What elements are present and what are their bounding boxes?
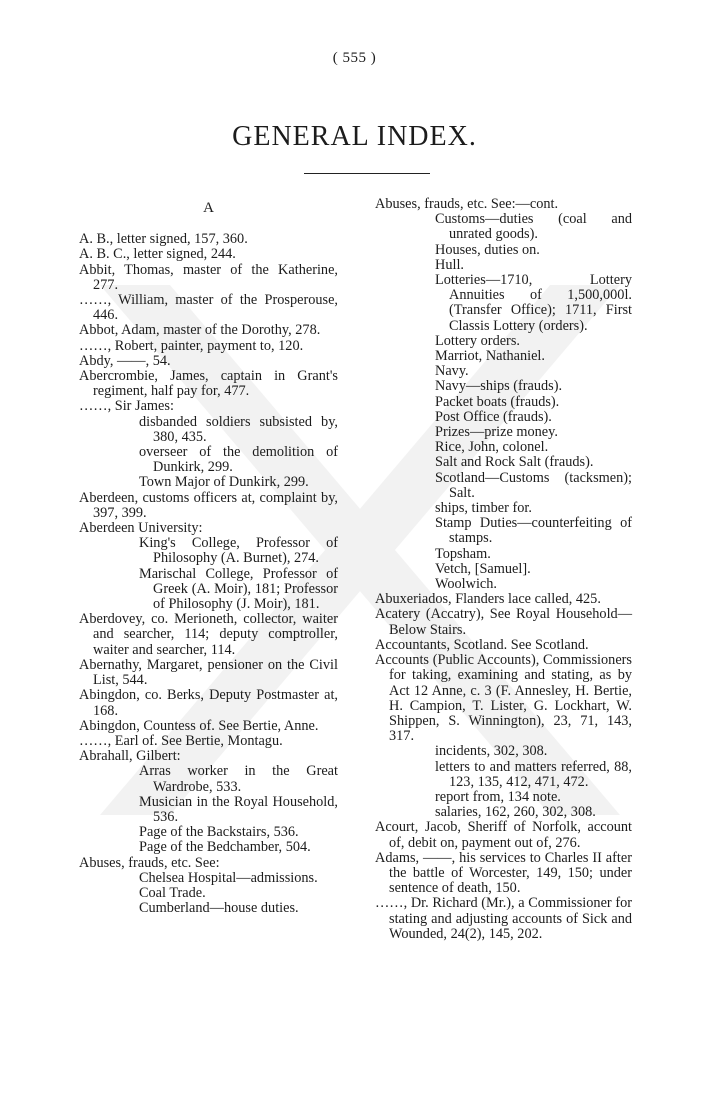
index-entry: Prizes—prize money. [435,424,558,441]
index-entry: Abuses, frauds, etc. See:—cont. [375,196,559,212]
index-entry: Abrahall, Gilbert: [79,748,181,765]
index-entry: Lotteries—1710, Lottery Annuities of 1,500,000l. (Transfer Office); 1711, First Classis Lottery (orders). [435,272,632,334]
left-entry-list [79,232,338,916]
index-entry: Rice, John, colonel. [435,439,549,456]
index-entry: Marischal College, Professor of Greek (A. Moir), 181; Professor of Philosophy (J. Moir), 181. [139,565,338,613]
index-entry: Page of the Backstairs, 536. [139,824,299,841]
index-entry: report from, 134 note. [435,788,561,805]
index-entry: Scotland—Customs (tacksmen); Salt. [435,469,632,501]
section-letter: A [203,200,214,216]
index-entry: Abbot, Adam, master of the Dorothy, 278. [79,322,321,339]
index-entry: A. B. C., letter signed, 244. [79,246,236,263]
right-entry-list [375,197,632,942]
index-entry: ships, timber for. [435,500,532,517]
index-entry: Chelsea Hospital—admissions. [139,869,318,886]
index-entry: letters to and matters referred, 88, 123, 135, 412, 471, 472. [435,758,632,790]
index-entry: Navy. [435,363,469,380]
index-entry: Accounts (Public Accounts), Commissioners for taking, examining and stating, as by Act 12 Anne, c. 3 (F. Annesley, H. Bertie, H. Campion, T. Lister, G. Lockhart, W. Shippen, S. Winnington), 23, 71, 143, 317. [375,652,632,745]
index-entry: Packet boats (frauds). [435,393,560,410]
index-entry: Musician in the Royal Household, 536. [139,793,338,825]
index-entry: Aberdovey, co. Merioneth, collector, waiter and searcher, 114; deputy comptroller, waiter and searcher, 114. [79,611,338,658]
index-entry: Page of the Bedchamber, 504. [139,839,311,856]
index-entry: ……, Earl of. See Bertie, Montagu. [79,732,283,749]
index-entry: incidents, 302, 308. [435,743,548,760]
index-entry: Acatery (Accatry), See Royal Household—Below Stairs. [375,606,632,638]
index-entry: Aberdeen University: [79,520,203,537]
index-entry: Lottery orders. [435,332,520,349]
page-title: GENERAL INDEX. [232,121,477,152]
index-entry: ……, Dr. Richard (Mr.), a Commissioner for stating and adjusting accounts of Sick and Wounded, 24(2), 145, 202. [375,895,632,942]
index-entry: Abingdon, Countess of. See Bertie, Anne. [79,717,319,734]
index-entry: Stamp Duties—counterfeiting of stamps. [435,515,632,547]
index-entry: Post Office (frauds). [435,408,552,425]
index-entry: ……, Robert, painter, payment to, 120. [79,337,304,354]
index-entry: Abuses, frauds, etc. See: [79,854,220,871]
index-entry: Adams, ——, his services to Charles II after the battle of Worcester, 149, 150; under sentence of death, 150. [375,849,632,897]
index-entry: Abuxeriados, Flanders lace called, 425. [375,591,601,608]
index-entry: Abbit, Thomas, master of the Katherine, 277. [79,261,338,293]
index-entry: Navy—ships (frauds). [435,378,563,395]
index-entry: Abernathy, Margaret, pensioner on the Civil List, 544. [79,656,338,689]
index-entry: Marriot, Nathaniel. [435,348,545,365]
index-entry: Aberdeen, customs officers at, complaint by, 397, 399. [79,489,338,521]
index-entry: Town Major of Dunkirk, 299. [139,474,309,491]
index-entry: King's College, Professor of Philosophy (A. Burnet), 274. [139,535,338,567]
index-entry: Vetch, [Samuel]. [435,560,531,577]
index-entry: salaries, 162, 260, 302, 308. [435,804,596,821]
index-entry: Accountants, Scotland. See Scotland. [375,636,589,653]
index-entry: Woolwich. [435,576,497,593]
index-entry: Abercrombie, James, captain in Grant's regiment, half pay for, 477. [79,368,338,400]
index-entry: overseer of the demolition of Dunkirk, 299. [139,444,338,476]
index-entry: Customs—duties (coal and unrated goods). [435,211,632,243]
index-entry: ……, Sir James: [79,398,174,415]
left-column [79,197,338,916]
right-column [375,197,632,942]
index-entry: Topsham. [435,545,491,562]
index-entry: Coal Trade. [139,884,206,901]
index-entry: Cumberland—house duties. [139,900,299,917]
index-entry: disbanded soldiers subsisted by, 380, 435. [139,413,338,445]
index-entry: Houses, duties on. [435,241,540,258]
index-entry: Abingdon, co. Berks, Deputy Postmaster at, 168. [79,687,338,719]
index-entry: ……, William, master of the Prosperouse, 446. [79,292,338,324]
page-number: ( 555 ) [332,50,377,66]
index-entry: A. B., letter signed, 157, 360. [79,231,248,248]
index-entry: Acourt, Jacob, Sheriff of Norfolk, account of, debit on, payment out of, 276. [375,819,632,851]
index-entry: Salt and Rock Salt (frauds). [435,454,594,471]
index-entry: Abdy, ——, 54. [79,352,171,369]
title-rule [304,173,430,174]
index-entry: Arras worker in the Great Wardrobe, 533. [139,763,338,795]
index-entry: Hull. [435,256,464,273]
